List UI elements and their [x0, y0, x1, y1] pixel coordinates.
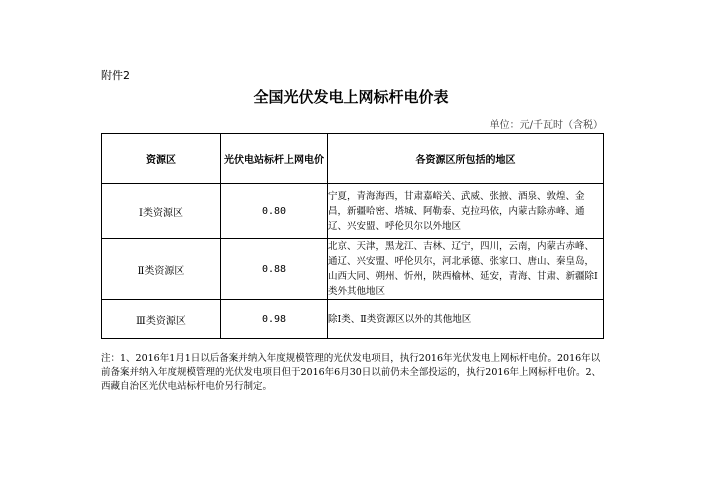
header-price: 光伏电站标杆上网电价 — [221, 134, 328, 184]
areas-cell: 北京、天津，黑龙江、吉林、辽宁，四川，云南，内蒙古赤峰、通辽、兴安盟、呼伦贝尔，河北承德、张家口、唐山、秦皇岛，山西大同、朔州、忻州，陕西榆林、延安，青海、甘肃、新疆除Ⅰ类外其他地区 — [328, 239, 604, 300]
table-row — [102, 239, 604, 300]
attachment-label: 附件2 — [101, 69, 130, 82]
region-cell: Ⅰ类资源区 — [102, 184, 221, 239]
price-cell: 0.88 — [221, 239, 328, 300]
table-row — [102, 300, 604, 339]
areas-cell: 宁夏，青海海西，甘肃嘉峪关、武威、张掖、酒泉、敦煌、金昌，新疆哈密、塔城、阿勒泰、克拉玛依，内蒙古除赤峰、通辽、兴安盟、呼伦贝尔以外地区 — [328, 184, 604, 239]
region-cell: Ⅲ类资源区 — [102, 300, 221, 339]
table-row — [102, 184, 604, 239]
page-title: 全国光伏发电上网标杆电价表 — [253, 88, 449, 106]
table-header-row — [102, 134, 604, 184]
areas-cell: 除Ⅰ类、Ⅱ类资源区以外的其他地区 — [328, 300, 604, 339]
header-region: 资源区 — [102, 134, 221, 184]
price-cell: 0.80 — [221, 184, 328, 239]
header-areas: 各资源区所包括的地区 — [328, 134, 604, 184]
footnote: 注：1、2016年1月1日以后备案并纳入年度规模管理的光伏发电项目，执行2016年光伏发电上网标杆电价。2016年以前备案并纳入年度规模管理的光伏发电项目但于2016年6月30日以前仍未全部投运的，执行2016年上网标杆电价。2、西藏自治区光伏电站标杆电价另行制定。 — [101, 353, 602, 392]
price-cell: 0.98 — [221, 300, 328, 339]
unit-label: 单位：元/千瓦时（含税） — [489, 120, 603, 131]
region-cell: Ⅱ类资源区 — [102, 239, 221, 300]
price-table — [101, 133, 604, 339]
